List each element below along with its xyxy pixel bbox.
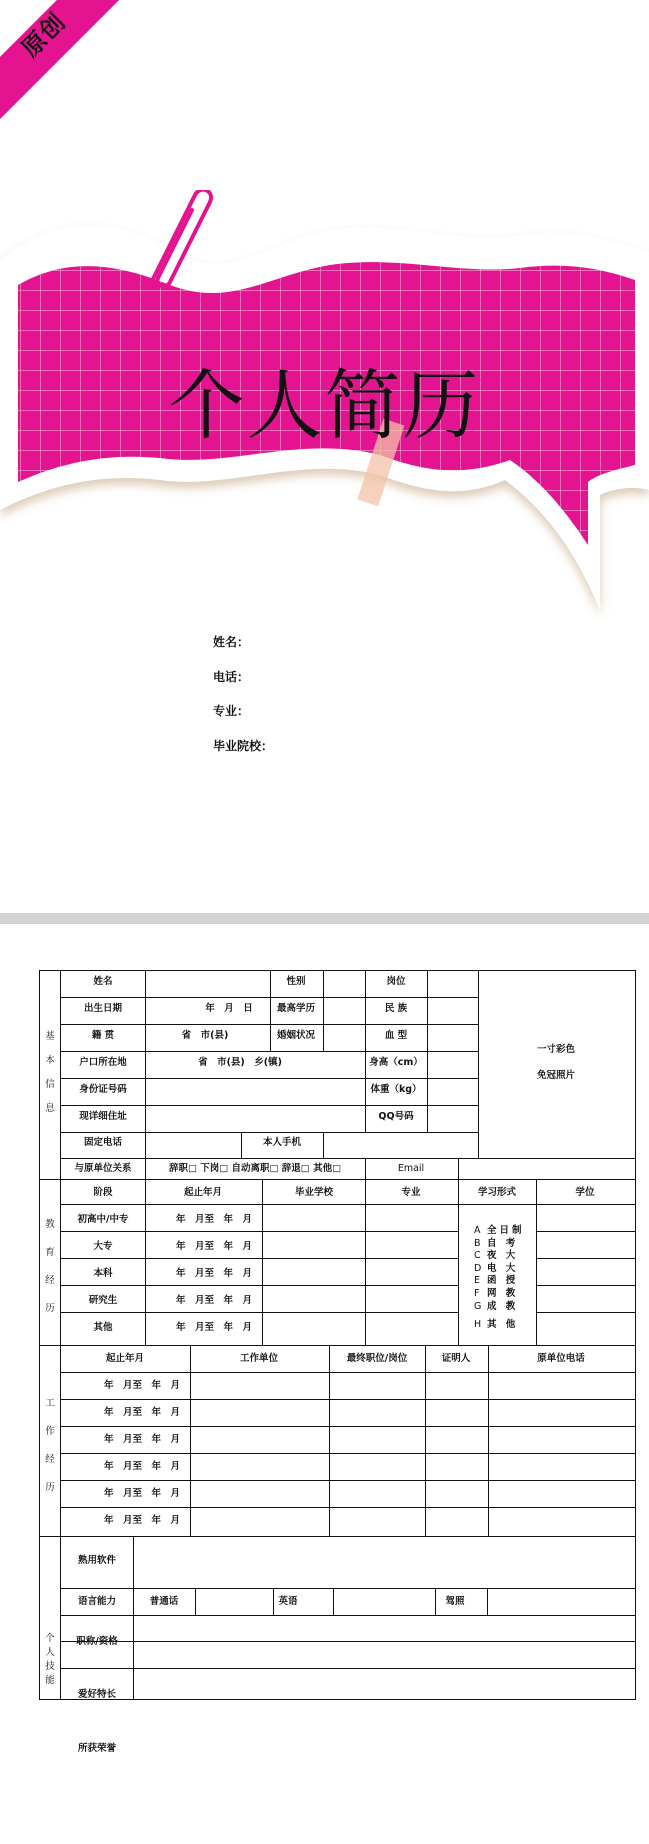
study-form-option bbox=[474, 1238, 525, 1251]
label-hukou: 户口所在地 bbox=[79, 1057, 127, 1068]
label-ethnicity: 民 族 bbox=[384, 1003, 408, 1014]
section-label-work bbox=[43, 1395, 57, 1493]
option-text: 全日制 bbox=[487, 1225, 525, 1236]
edu-stage-5: 其他 bbox=[93, 1322, 113, 1333]
label-blood: 血 型 bbox=[384, 1030, 408, 1041]
label-english: 英语 bbox=[278, 1596, 298, 1607]
photo-hint-line2: 免冠照片 bbox=[536, 1070, 576, 1081]
vlabel-char: 息 bbox=[45, 1103, 55, 1114]
label-honors: 所获荣誉 bbox=[77, 1743, 117, 1754]
work-header-title: 最终职位/岗位 bbox=[346, 1353, 408, 1364]
label-language: 语言能力 bbox=[77, 1596, 117, 1607]
vlabel-char: 人 bbox=[45, 1647, 55, 1658]
edu-stage-1: 初高中/中专 bbox=[77, 1214, 129, 1225]
section-label-skills bbox=[43, 1630, 57, 1686]
edu-period-5: 年 月至 年 月 bbox=[175, 1322, 253, 1333]
edu-header-study-form: 学习形式 bbox=[477, 1187, 517, 1198]
label-id: 身份证号码 bbox=[79, 1084, 127, 1095]
cover-title: 个人简历 bbox=[168, 361, 481, 450]
vlabel-char: 育 bbox=[45, 1247, 55, 1258]
option-letter: G bbox=[474, 1300, 482, 1312]
work-header-phone: 原单位电话 bbox=[537, 1353, 585, 1364]
study-form-option bbox=[474, 1275, 525, 1288]
section-label-basic bbox=[43, 1028, 57, 1114]
study-form-list bbox=[474, 1225, 525, 1332]
work-header-referee: 证明人 bbox=[441, 1353, 471, 1364]
edu-header-period: 起止年月 bbox=[183, 1187, 223, 1198]
vlabel-char: 经 bbox=[45, 1275, 55, 1286]
option-letter: E bbox=[474, 1275, 481, 1287]
option-text: 函 授 bbox=[487, 1275, 519, 1287]
label-mobile: 本人手机 bbox=[262, 1137, 302, 1148]
birth-value: 年 月 日 bbox=[205, 1003, 253, 1014]
option-text: 网 教 bbox=[487, 1287, 519, 1299]
option-letter: D bbox=[474, 1262, 482, 1274]
original-badge bbox=[0, 0, 120, 120]
cover-field-major: 专业： bbox=[213, 704, 250, 718]
study-form-option bbox=[474, 1288, 525, 1301]
label-name: 姓名 bbox=[93, 976, 113, 987]
label-gender: 性别 bbox=[286, 976, 306, 987]
cover-field-phone: 电话： bbox=[213, 669, 250, 684]
label-address: 现详细住址 bbox=[79, 1111, 127, 1122]
vlabel-char: 历 bbox=[45, 1303, 55, 1314]
work-period-5: 年 月至 年 月 bbox=[103, 1488, 181, 1499]
edu-period-3: 年 月至 年 月 bbox=[175, 1268, 253, 1279]
native-value: 省 市(县) bbox=[181, 1030, 229, 1041]
study-form-option bbox=[474, 1319, 525, 1332]
label-title-cert: 职称/资格 bbox=[76, 1636, 118, 1647]
edu-period-1: 年 月至 年 月 bbox=[175, 1214, 253, 1225]
label-software: 熟用软件 bbox=[77, 1555, 117, 1566]
option-letter: C bbox=[474, 1250, 481, 1262]
resume-cover bbox=[0, 0, 649, 913]
label-marital: 婚姻状况 bbox=[276, 1030, 316, 1041]
work-period-1: 年 月至 年 月 bbox=[103, 1380, 181, 1391]
work-header-period: 起止年月 bbox=[105, 1353, 145, 1364]
label-weight: 体重（kg） bbox=[370, 1084, 422, 1095]
section-label-education bbox=[43, 1216, 57, 1314]
label-qq: QQ号码 bbox=[378, 1111, 414, 1122]
work-header-company: 工作单位 bbox=[239, 1353, 279, 1364]
work-period-2: 年 月至 年 月 bbox=[103, 1407, 181, 1418]
study-form-option bbox=[474, 1263, 525, 1276]
label-phone: 固定电话 bbox=[83, 1137, 123, 1148]
vlabel-char: 能 bbox=[45, 1675, 55, 1686]
label-native: 籍 贯 bbox=[91, 1030, 115, 1041]
vlabel-char: 经 bbox=[45, 1454, 55, 1465]
page-divider bbox=[0, 913, 649, 924]
option-text: 自 考 bbox=[487, 1237, 519, 1249]
edu-period-4: 年 月至 年 月 bbox=[175, 1295, 253, 1306]
cover-field-name: 姓名： bbox=[213, 635, 250, 649]
cover-field-school: 毕业院校： bbox=[213, 738, 274, 753]
vlabel-char: 基 bbox=[45, 1031, 55, 1042]
study-form-option bbox=[474, 1301, 525, 1314]
edu-header-degree: 学位 bbox=[575, 1187, 595, 1198]
vlabel-char: 本 bbox=[45, 1055, 55, 1066]
label-position: 岗位 bbox=[386, 976, 406, 987]
vlabel-char: 作 bbox=[45, 1426, 55, 1437]
vlabel-char: 历 bbox=[45, 1482, 55, 1493]
edu-header-major: 专业 bbox=[401, 1187, 421, 1198]
work-period-6: 年 月至 年 月 bbox=[103, 1515, 181, 1526]
edu-stage-3: 本科 bbox=[93, 1268, 113, 1279]
hukou-value: 省 市(县) 乡(镇) bbox=[198, 1057, 282, 1068]
study-form-option bbox=[474, 1225, 525, 1238]
edu-stage-4: 研究生 bbox=[88, 1295, 118, 1306]
vlabel-char: 教 bbox=[45, 1219, 55, 1230]
work-period-4: 年 月至 年 月 bbox=[103, 1461, 181, 1472]
edu-stage-2: 大专 bbox=[93, 1241, 113, 1252]
label-education: 最高学历 bbox=[276, 1003, 316, 1014]
option-text: 成 教 bbox=[487, 1300, 519, 1312]
study-form-option bbox=[474, 1250, 525, 1263]
option-text: 其 他 bbox=[487, 1319, 519, 1331]
label-relation: 与原单位关系 bbox=[74, 1163, 132, 1174]
option-text: 电 大 bbox=[487, 1262, 519, 1274]
label-email: Email bbox=[397, 1163, 425, 1174]
vlabel-char: 个 bbox=[45, 1633, 55, 1644]
relation-options[interactable]: 辞职□ 下岗□ 自动离职□ 辞退□ 其他□ bbox=[168, 1163, 342, 1174]
label-license: 驾照 bbox=[445, 1596, 465, 1607]
option-text: 夜 大 bbox=[487, 1250, 519, 1262]
edu-header-school: 毕业学校 bbox=[294, 1187, 334, 1198]
photo-hint-line1: 一寸彩色 bbox=[536, 1044, 576, 1055]
vlabel-char: 工 bbox=[45, 1398, 55, 1409]
badge-text: 原创 bbox=[16, 7, 72, 63]
work-period-3: 年 月至 年 月 bbox=[103, 1434, 181, 1445]
label-hobby: 爱好特长 bbox=[77, 1689, 117, 1700]
edu-header-stage: 阶段 bbox=[93, 1187, 113, 1198]
option-letter: A bbox=[474, 1225, 481, 1236]
vlabel-char: 技 bbox=[45, 1661, 55, 1672]
option-letter: H bbox=[474, 1319, 482, 1331]
label-birth: 出生日期 bbox=[83, 1003, 123, 1014]
option-letter: F bbox=[474, 1287, 480, 1299]
label-height: 身高（cm） bbox=[369, 1057, 423, 1068]
vlabel-char: 信 bbox=[45, 1079, 55, 1090]
edu-period-2: 年 月至 年 月 bbox=[175, 1241, 253, 1252]
cover-info-list bbox=[213, 633, 273, 771]
option-letter: B bbox=[474, 1237, 481, 1249]
label-mandarin: 普通话 bbox=[149, 1596, 179, 1607]
